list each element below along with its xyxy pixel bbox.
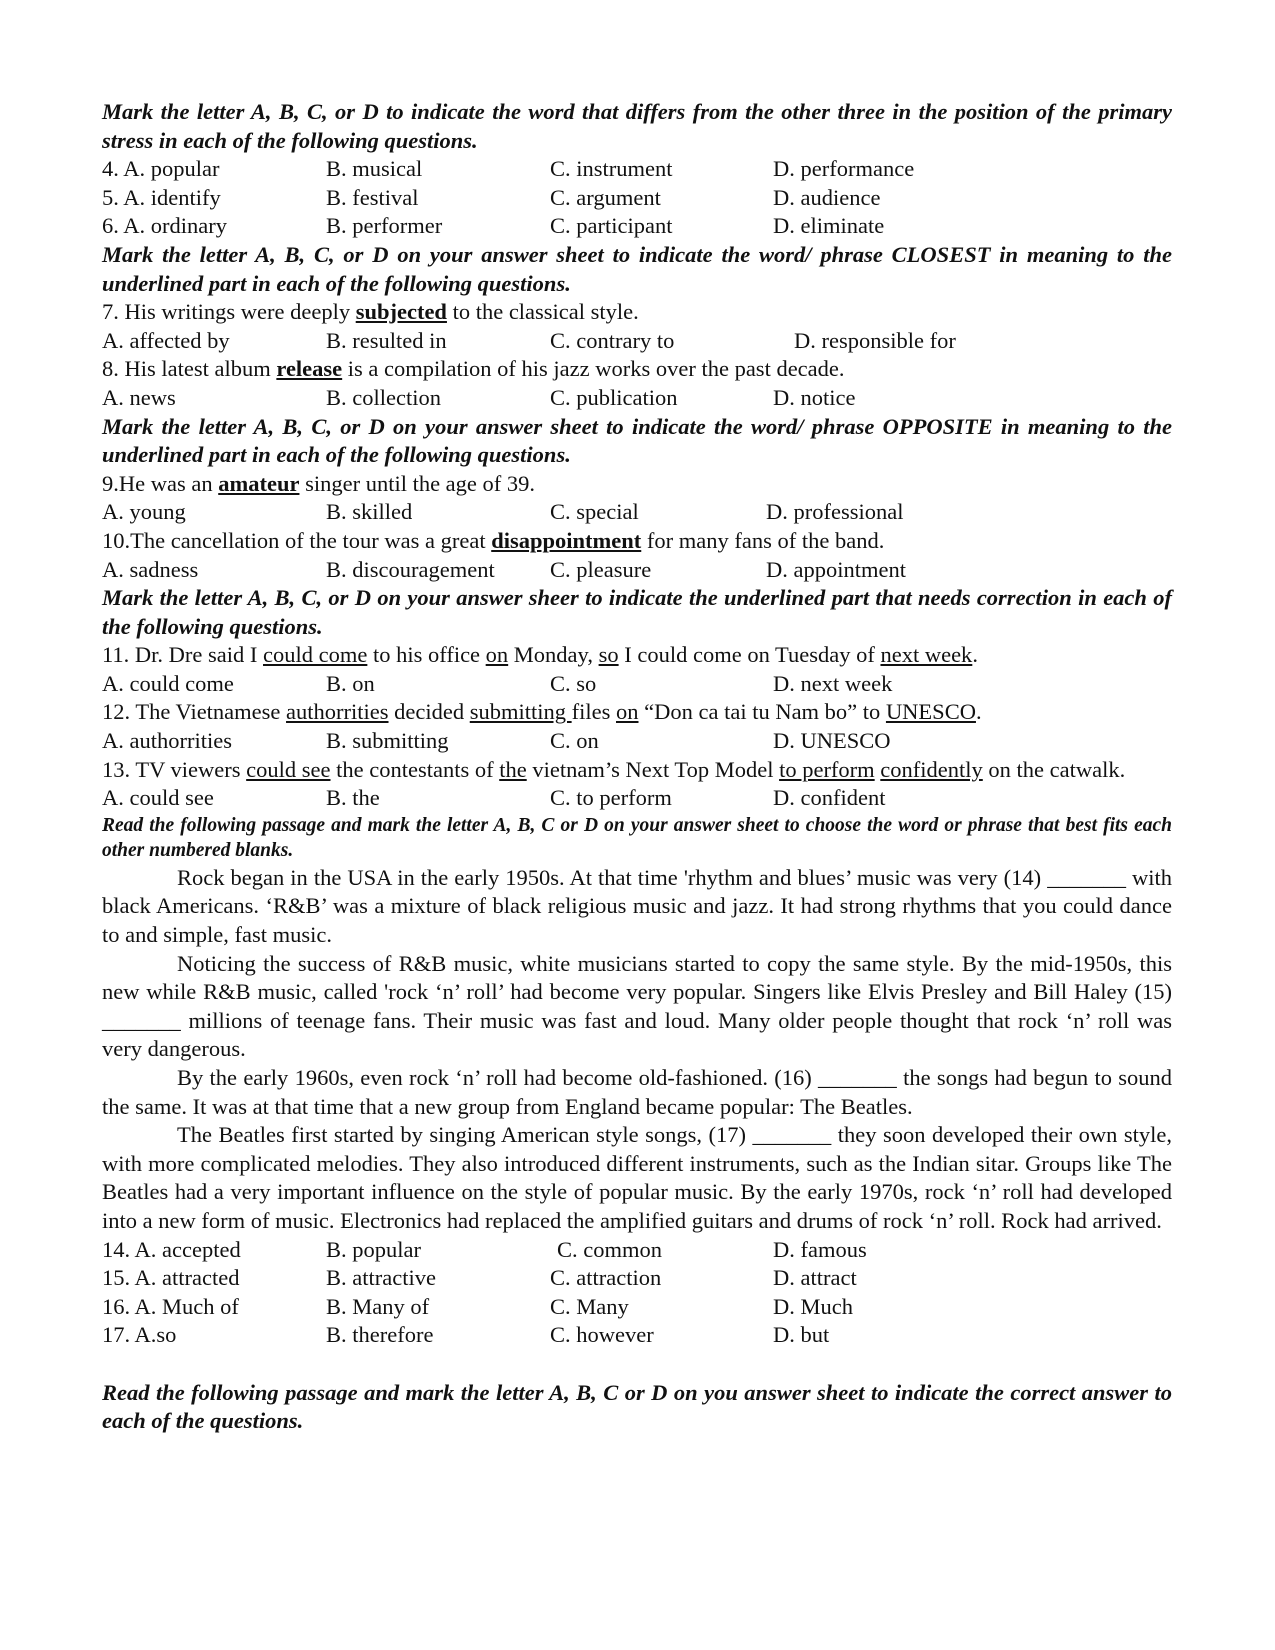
question-text: 13. TV viewers [102, 756, 247, 782]
worksheet-page [102, 98, 1172, 1436]
options-row [102, 556, 1172, 585]
passage-paragraph: By the early 1960s, even rock ‘n’ roll had become old-fashioned. (16) _______ the songs had begun to sound the same. It was at that time that a new group from England became popular: The Beatles. [102, 1065, 1172, 1119]
question-text: 12. The Vietnamese [102, 699, 287, 725]
underlined-word: subjected [355, 299, 447, 325]
option: D. but [773, 1322, 830, 1348]
question-text: decided [388, 699, 470, 725]
option: B. Many of [326, 1293, 430, 1319]
options-row [102, 670, 1172, 699]
question-row [102, 1236, 1172, 1265]
underlined-word: amateur [218, 470, 300, 496]
question-text: I could come on Tuesday of [618, 642, 881, 668]
option: D. appointment [766, 556, 906, 582]
question-text: is a compilation of his jazz works over the past decade. [342, 356, 845, 382]
question-text: for many fans of the band. [641, 527, 885, 553]
question-text: to the classical style. [446, 299, 639, 325]
option: D. performance [773, 156, 915, 182]
question-text: 8. His latest album [102, 356, 277, 382]
option: C. instrument [550, 156, 673, 182]
option: 5. A. identify [102, 184, 221, 210]
reading-instruction: Read the following passage and mark the letter A, B, C or D on you answer sheet to indicate the correct answer to each of the questions. [102, 1379, 1172, 1434]
question-text: 11. Dr. Dre said I [102, 642, 264, 668]
underlined-part: next week [880, 642, 973, 668]
spacer [102, 1350, 1172, 1379]
option: D. notice [773, 384, 856, 410]
option: D. Much [773, 1293, 853, 1319]
option: C. special [550, 499, 639, 525]
question-row [102, 1264, 1172, 1293]
option: B. therefore [326, 1322, 434, 1348]
option: A. authorrities [102, 728, 232, 754]
option: 6. A. ordinary [102, 213, 227, 239]
underlined-part: so [598, 642, 619, 668]
option: B. festival [326, 184, 419, 210]
option: 15. A. attracted [102, 1265, 240, 1291]
option: C. participant [550, 213, 673, 239]
option: D. attract [773, 1265, 857, 1291]
question-row [102, 184, 1172, 213]
option: C. contrary to [550, 327, 675, 353]
question-row [102, 155, 1172, 184]
options-row [102, 727, 1172, 756]
question-text: . [972, 642, 978, 668]
closest-instruction: Mark the letter A, B, C, or D on your answer sheet to indicate the word/ phrase CLOSEST in meaning to the underlined part in each of the following questions. [102, 241, 1172, 296]
underlined-word: disappointment [491, 527, 642, 553]
question-text: vietnam’s Next Top Model [526, 756, 780, 782]
passage-instruction: Read the following passage and mark the letter A, B, C or D on your answer sheet to choose the word or phrase that best fits each other numbered blanks. [102, 814, 1172, 862]
option: A. young [102, 499, 186, 525]
question-text: files [571, 699, 616, 725]
question-text: 10.The cancellation of the tour was a great [102, 527, 492, 553]
option: D. next week [773, 670, 893, 696]
passage-paragraph: The Beatles first started by singing American style songs, (17) _______ they soon developed their own style, with more complicated melodies. They also introduced different instruments, such as the Indian sitar. Groups like The Beatles had a very important influence on the style of popular music. By the early 1970s, rock ‘n’ roll had developed into a new form of music. Electronics had replaced the amplified guitars and drums of rock ‘n’ roll. Rock had arrived. [102, 1122, 1172, 1233]
option: 4. A. popular [102, 156, 220, 182]
option: A. affected by [102, 327, 230, 353]
question-text: singer until the age of 39. [299, 470, 536, 496]
options-row [102, 784, 1172, 813]
option: C. on [550, 728, 599, 754]
option: B. popular [326, 1236, 421, 1262]
option: B. the [326, 785, 380, 811]
underlined-part: confidently [880, 756, 983, 782]
stress-instruction: Mark the letter A, B, C, or D to indicate the word that differs from the other three in the position of the primary stress in each of the following questions. [102, 99, 1172, 153]
underlined-part: could come [263, 642, 368, 668]
option: A. news [102, 384, 176, 410]
question-7 [102, 298, 1172, 327]
option: D. famous [773, 1236, 867, 1262]
question-text: on the catwalk. [982, 756, 1126, 782]
question-row [102, 1293, 1172, 1322]
underlined-part: the [499, 756, 527, 782]
correction-instruction: Mark the letter A, B, C, or D on your answer sheer to indicate the underlined part that needs correction in each of the following questions. [102, 585, 1172, 639]
question-text: Monday, [508, 642, 599, 668]
option: D. audience [773, 184, 881, 210]
question-9 [102, 470, 1172, 499]
opposite-instruction: Mark the letter A, B, C, or D on your answer sheet to indicate the word/ phrase OPPOSITE in meaning to the underlined part in each of the following questions. [102, 413, 1172, 468]
question-text: 7. His writings were deeply [102, 299, 356, 325]
option: C. so [550, 670, 597, 696]
option: 16. A. Much of [102, 1293, 239, 1319]
option: B. discouragement [326, 556, 495, 582]
option: C. to perform [550, 785, 672, 811]
option: C. common [557, 1236, 662, 1262]
question-row [102, 212, 1172, 241]
question-text: to his office [367, 642, 486, 668]
option: B. submitting [326, 728, 449, 754]
question-12 [102, 698, 1172, 727]
option: 17. A.so [102, 1322, 177, 1348]
option: B. on [326, 670, 375, 696]
option: C. pleasure [550, 556, 652, 582]
option: A. sadness [102, 556, 199, 582]
option: C. however [550, 1322, 654, 1348]
option: C. Many [550, 1293, 629, 1319]
question-10 [102, 527, 1172, 556]
underlined-part: on [485, 642, 509, 668]
option: B. collection [326, 384, 441, 410]
underlined-part: UNESCO [885, 699, 976, 725]
option: D. confident [773, 785, 886, 811]
option: A. could come [102, 670, 234, 696]
option: B. skilled [326, 499, 413, 525]
option: C. attraction [550, 1265, 662, 1291]
option: B. performer [326, 213, 443, 239]
underlined-part: to perform [779, 756, 875, 782]
question-8 [102, 355, 1172, 384]
option: B. musical [326, 156, 423, 182]
options-row [102, 384, 1172, 413]
underlined-part: submitting [469, 699, 572, 725]
option: C. publication [550, 384, 678, 410]
options-row [102, 327, 1172, 356]
question-row [102, 1321, 1172, 1350]
option: B. attractive [326, 1265, 436, 1291]
question-13 [102, 756, 1172, 785]
option: D. professional [766, 499, 904, 525]
question-text: . [975, 699, 982, 725]
option: B. resulted in [326, 327, 447, 353]
underlined-part: authorrities [286, 699, 389, 725]
options-row [102, 498, 1172, 527]
option: A. could see [102, 785, 214, 811]
passage-paragraph: Noticing the success of R&B music, white musicians started to copy the same style. By the mid-1950s, this new while R&B music, called 'rock ‘n’ roll’ had become very popular. Singers like Elvis Presley and Bill Haley (15) _______ millions of teenage fans. Their music was fast and loud. Many older people thought that rock ‘n’ roll was very dangerous. [102, 950, 1172, 1062]
underlined-word: release [276, 356, 343, 382]
option: C. argument [550, 184, 661, 210]
passage-paragraph: Rock began in the USA in the early 1950s. At that time 'rhythm and blues’ music was very (14) _______ with black Americans. ‘R&B’ was a mixture of black religious music and jazz. It had strong rhythms that you could dance to and simple, fast music. [102, 864, 1172, 948]
option: 14. A. accepted [102, 1236, 241, 1262]
option: D. eliminate [773, 213, 885, 239]
option: D. responsible for [794, 327, 956, 353]
underlined-part: on [616, 699, 639, 725]
option: D. UNESCO [773, 728, 891, 754]
question-text: “Don ca tai tu Nam bo” to [638, 699, 886, 725]
question-text: the contestants of [330, 756, 500, 782]
underlined-part: could see [246, 756, 331, 782]
question-text: 9.He was an [102, 470, 219, 496]
question-11 [102, 641, 1172, 670]
